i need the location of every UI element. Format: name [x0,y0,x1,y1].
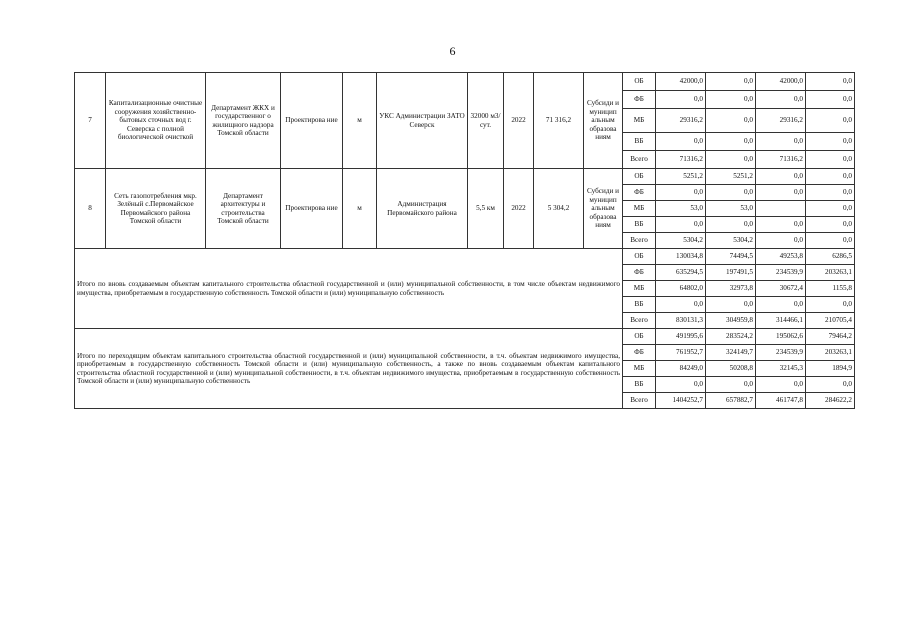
funding-value-cell: 53,0 [706,201,756,217]
funding-value-cell: 42000,0 [756,73,806,91]
funding-value-cell: 71316,2 [756,151,806,169]
total-label-cell: Итого по вновь создаваемым объектам капитального строительства областной государственной и (или) муниципальной собственности, в том числе объектам недвижимого имущества, приобретаемым в государственную собственность Томской области и (или) муниципальную собственность [75,249,623,329]
funding-value-cell: 0,0 [806,151,855,169]
funding-value-cell: 203263,1 [806,265,855,281]
funding-value-cell: 461747,8 [756,393,806,409]
funding-value-cell: 0,0 [806,73,855,91]
funding-value-cell: 79464,2 [806,329,855,345]
funding-value-cell: 0,0 [756,169,806,185]
capacity-cell: 5,5 км [468,169,504,249]
funding-value-cell: 5251,2 [706,169,756,185]
funding-value-cell: 0,0 [706,91,756,109]
funding-source-cell: МБ [623,281,656,297]
funding-value-cell: 304959,8 [706,313,756,329]
cost-cell: 5 304,2 [534,169,584,249]
funding-value-cell: 491995,6 [656,329,706,345]
executor-cell: УКС Администрации ЗАТО Северск [377,73,468,169]
funding-form-cell: Субсиди и муницип альным образова ниям [584,73,623,169]
funding-value-cell: 761952,7 [656,345,706,361]
funding-value-cell: 0,0 [706,217,756,233]
funding-value-cell: 29316,2 [656,109,706,133]
funding-value-cell: 49253,8 [756,249,806,265]
funding-value-cell: 657882,7 [706,393,756,409]
funding-value-cell: 53,0 [656,201,706,217]
funding-value-cell: 0,0 [756,91,806,109]
unit-cell: м [343,169,377,249]
funding-value-cell: 50208,8 [706,361,756,377]
funding-source-cell: ОБ [623,169,656,185]
funding-value-cell: 0,0 [806,109,855,133]
capacity-cell: 32000 м3/сут. [468,73,504,169]
funding-value-cell: 635294,5 [656,265,706,281]
funding-value-cell: 64802,0 [656,281,706,297]
row-number-cell: 8 [75,169,106,249]
funding-source-cell: ВБ [623,217,656,233]
funding-value-cell: 0,0 [656,133,706,151]
funding-value-cell: 0,0 [806,201,855,217]
funding-source-cell: ОБ [623,329,656,345]
funding-value-cell: 0,0 [806,377,855,393]
funding-value-cell: 0,0 [706,185,756,201]
funding-value-cell: 0,0 [756,377,806,393]
funding-value-cell: 0,0 [756,217,806,233]
customer-cell: Департамент ЖКХ и государственног о жилищного надзора Томской области [206,73,281,169]
funding-value-cell: 0,0 [706,133,756,151]
funding-source-cell: ФБ [623,91,656,109]
funding-value-cell: 0,0 [706,377,756,393]
funding-value-cell: 32973,8 [706,281,756,297]
funding-value-cell: 0,0 [706,73,756,91]
funding-value-cell: 0,0 [806,297,855,313]
funding-value-cell: 0,0 [806,133,855,151]
total-label-cell: Итого по переходящим объектам капитального строительства областной государственной и (или) муниципальной собственности, в т.ч. объектам недвижимого имущества, приобретаемым в государственную собственность Томской области и (или) муниципальную собственность, а также по вновь создаваемым объектам капитального строительства областной государственной и (или) муниципальной собственности, в т.ч. объектам недвижимого имущества, приобретаемым в государственную собственность Томской области и (или) муниципальную собственность [75,329,623,409]
funding-source-cell: МБ [623,109,656,133]
objects-table [74,72,855,409]
funding-value-cell: 130034,8 [656,249,706,265]
funding-value-cell: 197491,5 [706,265,756,281]
funding-form-cell: Субсиди и муницип альным образова ниям [584,169,623,249]
table-row [75,249,855,265]
funding-value-cell: 0,0 [656,297,706,313]
funding-value-cell: 1404252,7 [656,393,706,409]
funding-source-cell: Всего [623,233,656,249]
funding-source-cell: Всего [623,393,656,409]
funding-value-cell: 203263,1 [806,345,855,361]
funding-source-cell: МБ [623,201,656,217]
funding-value-cell: 0,0 [806,185,855,201]
funding-value-cell: 0,0 [806,91,855,109]
funding-value-cell: 0,0 [656,217,706,233]
funding-value-cell: 5304,2 [656,233,706,249]
funding-source-cell: ФБ [623,265,656,281]
executor-cell: Администрация Первомайского района [377,169,468,249]
funding-source-cell: ОБ [623,73,656,91]
funding-source-cell: МБ [623,361,656,377]
page-number: 6 [449,44,456,58]
funding-value-cell: 32145,3 [756,361,806,377]
funding-value-cell [756,201,806,217]
row-number-cell: 7 [75,73,106,169]
funding-value-cell: 0,0 [806,169,855,185]
funding-value-cell: 283524,2 [706,329,756,345]
funding-source-cell: ВБ [623,297,656,313]
funding-value-cell: 284622,2 [806,393,855,409]
funding-value-cell: 0,0 [656,185,706,201]
funding-source-cell: Всего [623,151,656,169]
funding-value-cell: 0,0 [706,109,756,133]
funding-source-cell: ВБ [623,377,656,393]
funding-value-cell: 0,0 [756,297,806,313]
table-row [75,169,855,185]
funding-value-cell: 1894,9 [806,361,855,377]
funding-value-cell: 195062,6 [756,329,806,345]
year-cell: 2022 [504,169,534,249]
funding-value-cell: 5251,2 [656,169,706,185]
year-cell: 2022 [504,73,534,169]
funding-value-cell: 42000,0 [656,73,706,91]
funding-value-cell: 830131,3 [656,313,706,329]
funding-value-cell: 0,0 [806,233,855,249]
funding-source-cell: Всего [623,313,656,329]
funding-value-cell: 74494,5 [706,249,756,265]
cost-cell: 71 316,2 [534,73,584,169]
funding-value-cell: 0,0 [656,91,706,109]
funding-value-cell: 234539,9 [756,265,806,281]
customer-cell: Департамент архитектуры и строительства Томской области [206,169,281,249]
funding-value-cell: 314466,1 [756,313,806,329]
stage-cell: Проектирова ние [281,73,343,169]
funding-source-cell: ФБ [623,185,656,201]
unit-cell: м [343,73,377,169]
funding-value-cell: 6286,5 [806,249,855,265]
stage-cell: Проектирова ние [281,169,343,249]
funding-value-cell: 0,0 [706,297,756,313]
funding-value-cell: 210705,4 [806,313,855,329]
funding-value-cell: 71316,2 [656,151,706,169]
funding-value-cell: 30672,4 [756,281,806,297]
funding-value-cell: 0,0 [756,233,806,249]
funding-value-cell: 234539,9 [756,345,806,361]
table-row [75,329,855,345]
table-row [75,73,855,91]
funding-source-cell: ОБ [623,249,656,265]
funding-value-cell: 29316,2 [756,109,806,133]
funding-value-cell: 84249,0 [656,361,706,377]
funding-value-cell: 5304,2 [706,233,756,249]
funding-source-cell: ФБ [623,345,656,361]
funding-value-cell: 0,0 [706,151,756,169]
funding-value-cell: 0,0 [756,185,806,201]
funding-value-cell: 0,0 [656,377,706,393]
object-name-cell: Сеть газопотребления мкр. Зелёный с.Первомайское Первомайского района Томской области [106,169,206,249]
funding-source-cell: ВБ [623,133,656,151]
funding-value-cell: 0,0 [806,217,855,233]
funding-value-cell: 0,0 [756,133,806,151]
funding-value-cell: 1155,8 [806,281,855,297]
funding-value-cell: 324149,7 [706,345,756,361]
object-name-cell: Капитализационные очистные сооружения хозяйственно-бытовых сточных вод г. Северска с полной биологической очисткой [106,73,206,169]
